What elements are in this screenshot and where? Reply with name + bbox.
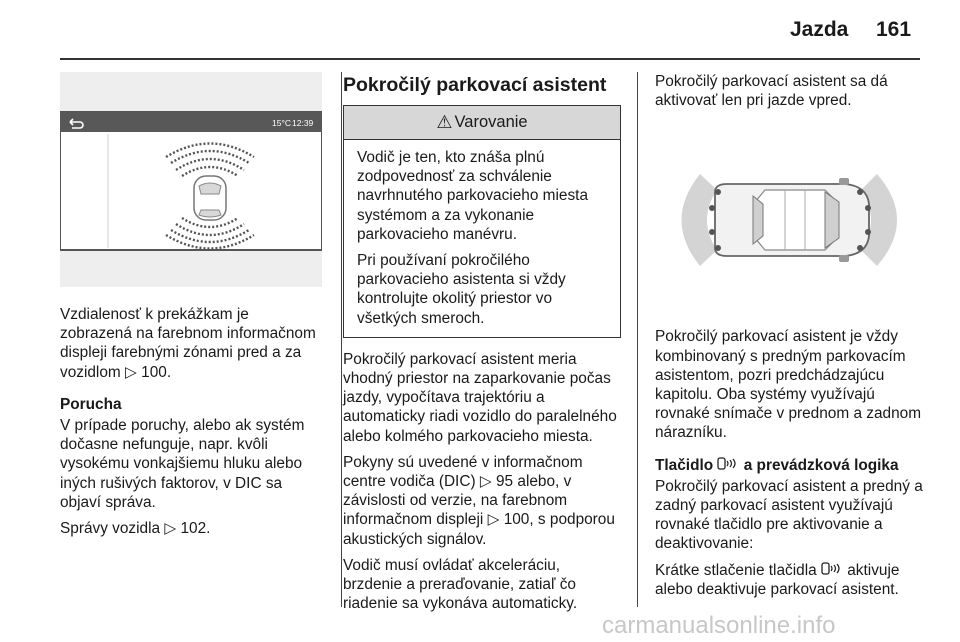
warning-header [344,106,620,140]
column-2 [343,72,621,620]
rear-sensor-zone [682,174,718,266]
warning-text-2: Pri používaní pokročilého parkovacieho asistenta si vždy kontrolujte okolitý priestor vo všetkých smeroch. [357,252,566,327]
column-3 [655,72,923,606]
distance-text: Vzdialenosť k prekážkam je zobrazená na farebnom informačnom displeji farebnými zónami pred a za vozidlom ▷ 100. [60,306,316,381]
warning-title: Varovanie [454,113,528,131]
parking-display-illustration [60,72,322,287]
warning-body [344,140,620,337]
section-title: Jazda [790,18,849,41]
display-time: 12:39 [292,118,314,128]
fault-text: V prípade poruchy, alebo ak systém dočasne nefunguje, napr. kvôli vysokému vonkajšiemu hluku alebo iných rušivých faktorov, v DIC sa objaví správa. [60,417,305,511]
display-temperature: 15°C [272,118,291,128]
car-top-view-icon [715,178,869,262]
short-press-text: Krátke stlačenie tlačidla aktivuje alebo deaktivuje parkovací asistent. [655,561,900,598]
button-logic-heading: Tlačidlo a prevádzková logika [655,456,899,474]
page-number: 161 [876,18,912,41]
column-1 [60,72,322,545]
warning-box [343,105,621,338]
combined-systems-text: Pokročilý parkovací asistent je vždy kombinovaný s predným parkovacím asistentom, pozri predchádzajúcu kapitolu. Oba systémy využívajú rovnaké snímače v prednom a zadnom nárazníku. [655,328,922,442]
vehicle-messages-ref: Správy vozidla ▷ 102. [60,520,211,538]
driver-control-text: Vodič musí ovládať akceleráciu, brzdenie a preraďovanie, zatiaľ čo riadenie sa vykonáva automaticky. [343,556,578,613]
header-rule [60,58,920,60]
warning-triangle-icon: ⚠ [436,112,453,132]
parking-display-figure [60,72,322,287]
car-icon [194,176,226,220]
reference-arrow-icon: ▷ [479,473,492,491]
reference-arrow-icon: ▷ [125,363,137,381]
page-header [0,0,960,62]
column-divider-1 [341,72,342,607]
park-assist-button-icon [821,561,843,580]
forward-only-text: Pokročilý parkovací asistent sa dá aktivovať len pri jazde vpred. [655,73,888,110]
car-sensor-illustration [655,132,923,307]
reference-arrow-icon: ▷ [164,520,177,538]
fault-heading: Porucha [60,395,122,413]
watermark: carmanualsonline.info [602,612,836,639]
column-divider-2 [637,72,638,607]
park-assist-button-icon [717,456,739,475]
warning-text-1: Vodič je ten, kto znáša plnú zodpovednosť za schválenie navrhnutého parkovacieho miesta systémom a za vykonanie parkovacieho manévru. [357,149,589,243]
dic-instructions-text: Pokyny sú uvedené v informačnom centre vodiča (DIC) ▷ 95 alebo, v závislosti od verzie, na farebnom informačnom displeji ▷ 100, s podporou akustických signálov. [343,453,615,548]
reference-arrow-icon: ▷ [487,511,500,529]
parking-sensor-figure [655,132,923,307]
advanced-park-assist-heading: Pokročilý parkovací asistent [343,74,607,96]
same-button-text: Pokročilý parkovací asistent a predný a zadný parkovací asistent využívajú rovnaké tlačidlo pre aktivovanie a deaktivovanie: [655,477,923,553]
measure-text: Pokročilý parkovací asistent meria vhodný priestor na zaparkovanie počas jazdy, vypočítava trajektóriu a automaticky riadi vozidlo do paralelného alebo kolmého parkovacieho miesta. [343,350,617,445]
